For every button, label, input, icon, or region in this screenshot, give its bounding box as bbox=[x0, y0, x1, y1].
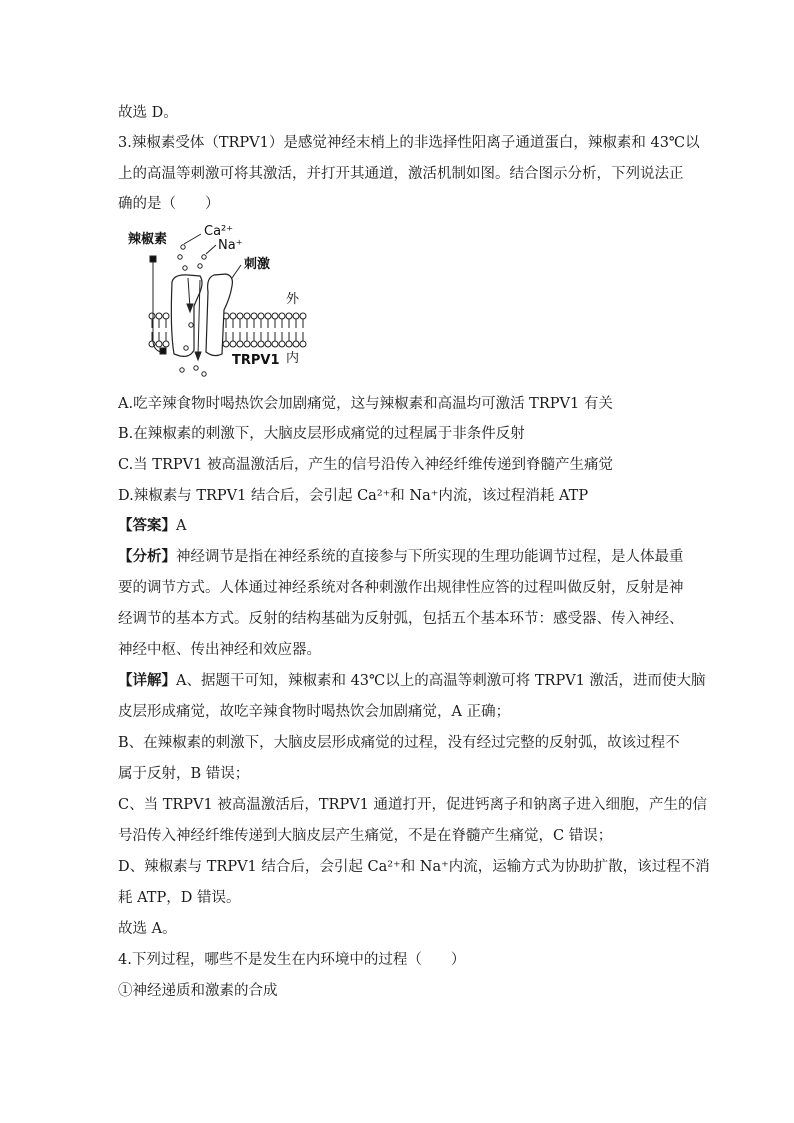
detail-line bbox=[118, 671, 706, 691]
option-c: C.当 TRPV1 被高温激活后，产生的信号沿传入神经纤维传递到脊髓产生痛觉 bbox=[118, 457, 613, 473]
detail-line-8: 耗 ATP，D 错误。 bbox=[118, 890, 241, 906]
question-4-stem: 4.下列过程，哪些不是发生在内环境中的过程（ ） bbox=[118, 952, 466, 968]
analysis-line bbox=[118, 547, 684, 567]
analysis-line-4: 神经中枢、传出神经和效应器。 bbox=[118, 642, 321, 658]
answer-tag: 【答案】 bbox=[118, 517, 176, 534]
question-3-stem-3: 确的是（ ） bbox=[118, 196, 220, 212]
line-0: 故选 D。 bbox=[118, 105, 178, 121]
na-label: Na⁺ bbox=[218, 238, 243, 253]
detail-line-2: 皮层形成痛觉，故吃辛辣食物时喝热饮会加剧痛觉，A 正确； bbox=[118, 704, 511, 720]
detail-tag: 【详解】 bbox=[118, 672, 176, 689]
inside-label: 内 bbox=[286, 351, 300, 366]
analysis-line-3: 经调节的基本方式。反射的结构基础为反射弧，包括五个基本环节：感受器、传入神经、 bbox=[118, 611, 684, 627]
question-3-stem: 3.辣椒素受体（TRPV1）是感觉神经末梢上的非选择性阳离子通道蛋白，辣椒素和 43℃以 bbox=[118, 135, 700, 151]
detail-line-5: C、当 TRPV1 被高温激活后，TRPV1 通道打开，促进钙离子和钠离子进入细胞，产生的信 bbox=[118, 797, 708, 813]
detail-line-3: B、在辣椒素的刺激下，大脑皮层形成痛觉的过程，没有经过完整的反射弧，故该过程不 bbox=[118, 735, 680, 751]
analysis-line-2: 要的调节方式。人体通过神经系统对各种刺激作出规律性应答的过程叫做反射，反射是神 bbox=[118, 580, 684, 596]
question-3-stem-2: 上的高温等刺激可将其激活，并打开其通道，激活机制如图。结合图示分析，下列说法正 bbox=[118, 166, 684, 182]
analysis-tag: 【分析】 bbox=[118, 548, 176, 565]
detail-line-7: D、辣椒素与 TRPV1 结合后，会引起 Ca²⁺和 Na⁺内流，运输方式为协助扩散，该过程不消 bbox=[118, 859, 710, 875]
option-a: A.吃辛辣食物时喝热饮会加剧痛觉，这与辣椒素和高温均可激活 TRPV1 有关 bbox=[118, 396, 613, 412]
trpv1-diagram bbox=[128, 220, 328, 380]
option-d: D.辣椒素与 TRPV1 结合后，会引起 Ca²⁺和 Na⁺内流，该过程消耗 ATP bbox=[118, 488, 589, 504]
detail-line-9: 故选 A。 bbox=[118, 921, 177, 937]
capsaicin-label: 辣椒素 bbox=[128, 232, 168, 247]
detail-first: A、据题干可知，辣椒素和 43℃以上的高温等刺激可将 TRPV1 激活，进而使大脑 bbox=[176, 673, 706, 689]
detail-line-4: 属于反射，B 错误； bbox=[118, 766, 250, 782]
answer-text: A bbox=[176, 518, 187, 534]
analysis-first: 神经调节是指在神经系统的直接参与下所实现的生理功能调节过程，是人体最重 bbox=[176, 549, 684, 565]
trpv1-label: TRPV1 bbox=[232, 353, 280, 368]
outside-label: 外 bbox=[286, 292, 300, 307]
ca-label: Ca²⁺ bbox=[204, 224, 234, 239]
stimulus-label: 刺激 bbox=[244, 257, 271, 272]
option-b: B.在辣椒素的刺激下，大脑皮层形成痛觉的过程属于非条件反射 bbox=[118, 426, 525, 442]
detail-line-6: 号沿传入神经纤维传递到大脑皮层产生痛觉，不是在脊髓产生痛觉，C 错误； bbox=[118, 828, 613, 844]
answer-line bbox=[118, 516, 186, 536]
question-4-item-1: ①神经递质和激素的合成 bbox=[118, 983, 278, 999]
